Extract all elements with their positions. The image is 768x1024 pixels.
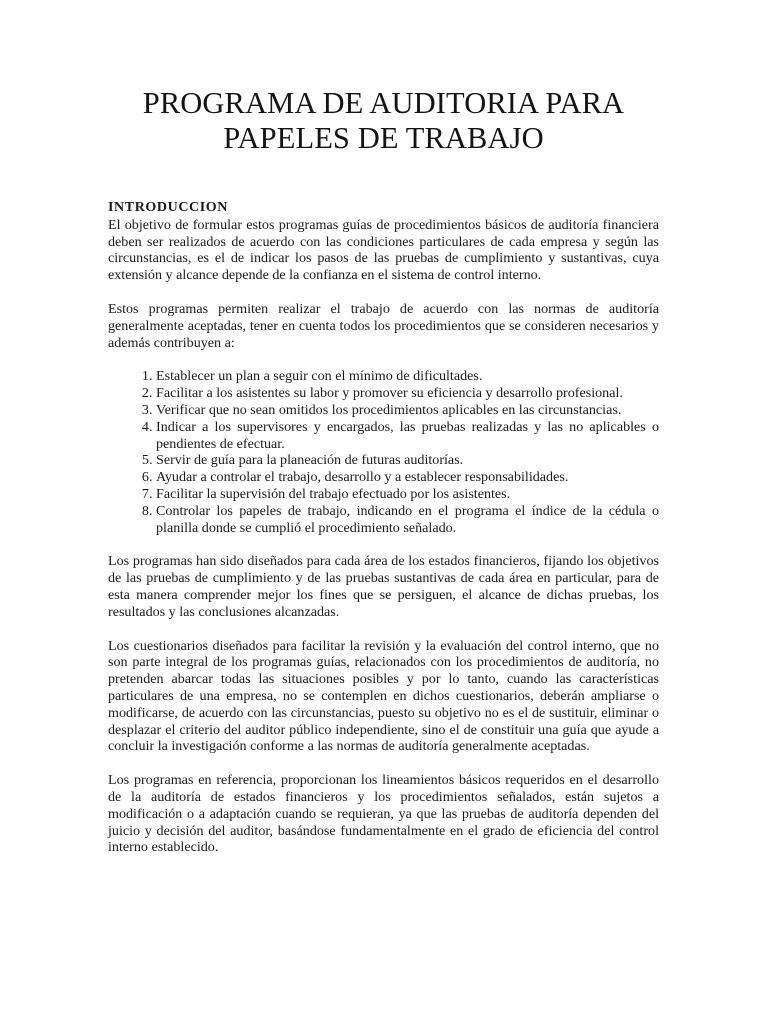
paragraph-5: Los programas en referencia, proporcionan los lineamientos básicos requeridos en el desarrollo de la auditoría de estados financieros y los procedimientos señalados, están sujetos a modificación o a adaptación cuando se requieran, ya que las pruebas de auditoría dependen del juicio y decisión del auditor, basándose fundamentalmente en el grado de eficiencia del control interno establecido. [108,772,659,856]
list-item: 6. Ayudar a controlar el trabajo, desarrollo y a establecer responsabilidades. [156,469,659,486]
list-item: 8. Controlar los papeles de trabajo, indicando en el programa el índice de la cédula o planilla donde se cumplió el procedimiento señalado. [156,503,659,537]
section-heading: INTRODUCCION [108,200,228,215]
list-item: 2. Facilitar a los asistentes su labor y promover su eficiencia y desarrollo profesional. [156,385,659,402]
paragraph-2: Estos programas permiten realizar el trabajo de acuerdo con las normas de auditoría generalmente aceptadas, tener en cuenta todos los procedimientos que se consideren necesarios y además contribuyen a: [108,300,659,351]
document-title [108,86,659,156]
list-item: 1. Establecer un plan a seguir con el mínimo de dificultades. [156,368,659,385]
list-item: 3. Verificar que no sean omitidos los procedimientos aplicables en las circunstancias. [156,402,659,419]
paragraph-3: Los programas han sido diseñados para cada área de los estados financieros, fijando los objetivos de las pruebas de cumplimiento y de las pruebas sustantivas de cada área en particular, para de esta manera comprender mejor los fines que se persiguen, el alcance de dichas pruebas, los resultados y las conclusiones alcanzadas. [108,553,659,620]
title-line-1: PROGRAMA DE AUDITORIA PARA [142,86,625,120]
paragraph-4: Los cuestionarios diseñados para facilitar la revisión y la evaluación del control interno, que no son parte integral de los programas guías, relacionados con los procedimientos de auditoría, no pretenden abarcar todas las situaciones posibles y por lo tanto, cuando las características particulares de una empresa, no se contemplen en dichos cuestionarios, deberán ampliarse o modificarse, de acuerdo con las circunstancias, puesto su objetivo no es el de sustituir, eliminar o desplazar el criterio del auditor público independiente, sino el de constituir una guía que ayude a concluir la investigación conforme a las normas de auditoría generalmente aceptadas. [108,637,659,755]
paragraph-1: El objetivo de formular estos programas guías de procedimientos básicos de auditoría financiera deben ser realizados de acuerdo con las condiciones particulares de cada empresa y según las circunstancias, es el de indicar los pasos de las pruebas de cumplimiento y sustantivas, cuya extensión y alcance depende de la confianza en el sistema de control interno. [108,216,659,284]
title-line-2: PAPELES DE TRABAJO [223,121,544,155]
list-item: 7. Facilitar la supervisión del trabajo efectuado por los asistentes. [156,486,659,503]
list-item: 4. Indicar a los supervisores y encargados, las pruebas realizadas y las no aplicables o pendientes de efectuar. [156,419,659,453]
numbered-list [108,368,659,536]
document-page [108,86,659,856]
list-item: 5. Servir de guía para la planeación de futuras auditorías. [156,452,659,469]
